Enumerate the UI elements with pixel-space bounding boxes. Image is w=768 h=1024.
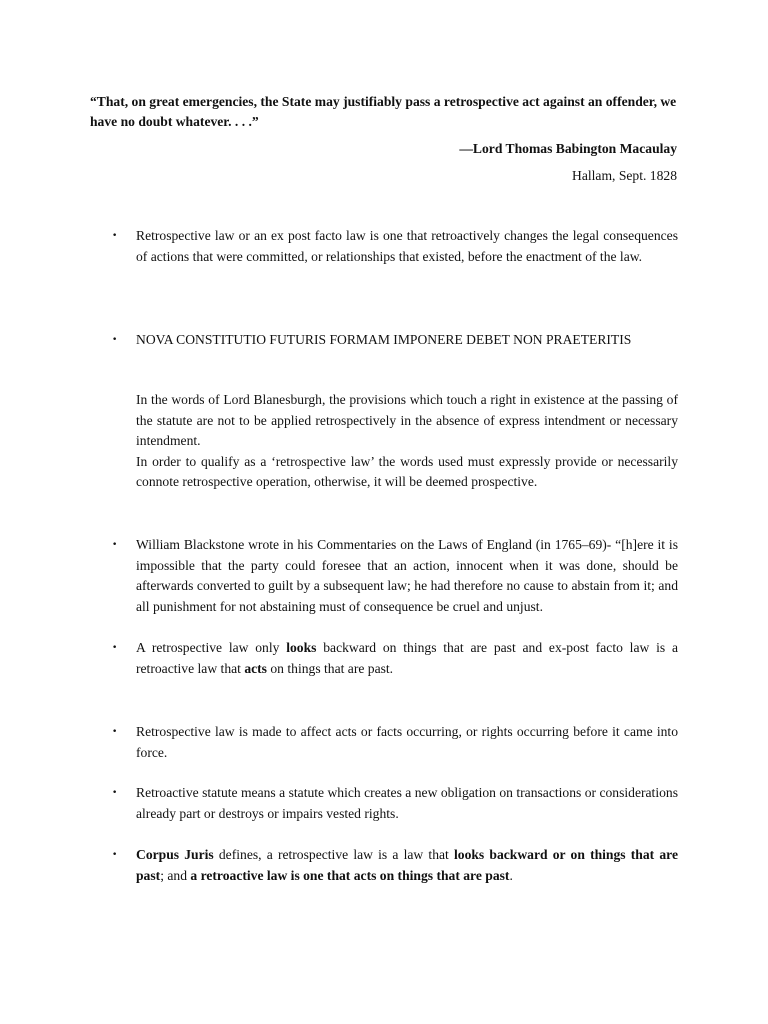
epigraph-source: Hallam, Sept. 1828 (572, 168, 677, 183)
bullet-looks-acts (112, 638, 678, 679)
bullet-definition (112, 226, 678, 267)
bullet-retroactive-statute (112, 783, 678, 824)
bullet-icon: • (112, 335, 118, 345)
bullet-maxim (112, 330, 678, 351)
bullet-blackstone (112, 535, 678, 617)
bullet-icon: • (112, 643, 118, 653)
maxim-text: NOVA CONSTITUTIO FUTURIS FORMAM IMPONERE DEBET NON PRAETERITIS (136, 332, 632, 347)
bullet-icon: • (112, 788, 118, 798)
blanesburgh-text: In the words of Lord Blanesburgh, the provisions which touch a right in existence at the passing of the statute are not to be applied retrospectively in the absence of express intendment or necessary intendment. (136, 392, 678, 448)
blackstone-text: William Blackstone wrote in his Commentaries on the Laws of England (in 1765–69)- “[h]ere it is impossible that the party could foresee that an action, innocent when it was done, should be afterwards converted to guilt by a subsequent law; he had therefore no cause to abstain from it; and all punishment for not abstaining must of consequence be cruel and unjust. (136, 537, 678, 614)
bullet-affect (112, 722, 678, 763)
epigraph-author: —Lord Thomas Babington Macaulay (459, 141, 677, 156)
epigraph-quote: “That, on great emergencies, the State may justifiably pass a retrospective act against an offender, we have no doubt whatever. . . .” (90, 94, 677, 129)
affect-text: Retrospective law is made to affect acts or facts occurring, or rights occurring before it came into force. (136, 724, 678, 760)
corpus-juris-text: Corpus Juris defines, a retrospective law is a law that looks backward or on things that are past; and a retroactive law is one that acts on things that are past. (136, 847, 678, 883)
maxim-explanation (136, 390, 678, 493)
definition-text: Retrospective law or an ex post facto law is one that retroactively changes the legal consequences of actions that were committed, or relationships that existed, before the enactment of the law. (136, 228, 678, 264)
retroactive-statute-text: Retroactive statute means a statute which creates a new obligation on transactions or considerations already part or destroys or impairs vested rights. (136, 785, 678, 821)
bullet-icon: • (112, 540, 118, 550)
looks-acts-text: A retrospective law only looks backward on things that are past and ex-post facto law is a retroactive law that acts on things that are past. (136, 640, 678, 676)
qualify-text: In order to qualify as a ‘retrospective law’ the words used must expressly provide or necessarily connote retrospective operation, otherwise, it will be deemed prospective. (136, 453, 678, 489)
bullet-icon: • (112, 231, 118, 241)
bullet-icon: • (112, 850, 118, 860)
bullet-corpus-juris (112, 845, 678, 886)
bullet-icon: • (112, 727, 118, 737)
